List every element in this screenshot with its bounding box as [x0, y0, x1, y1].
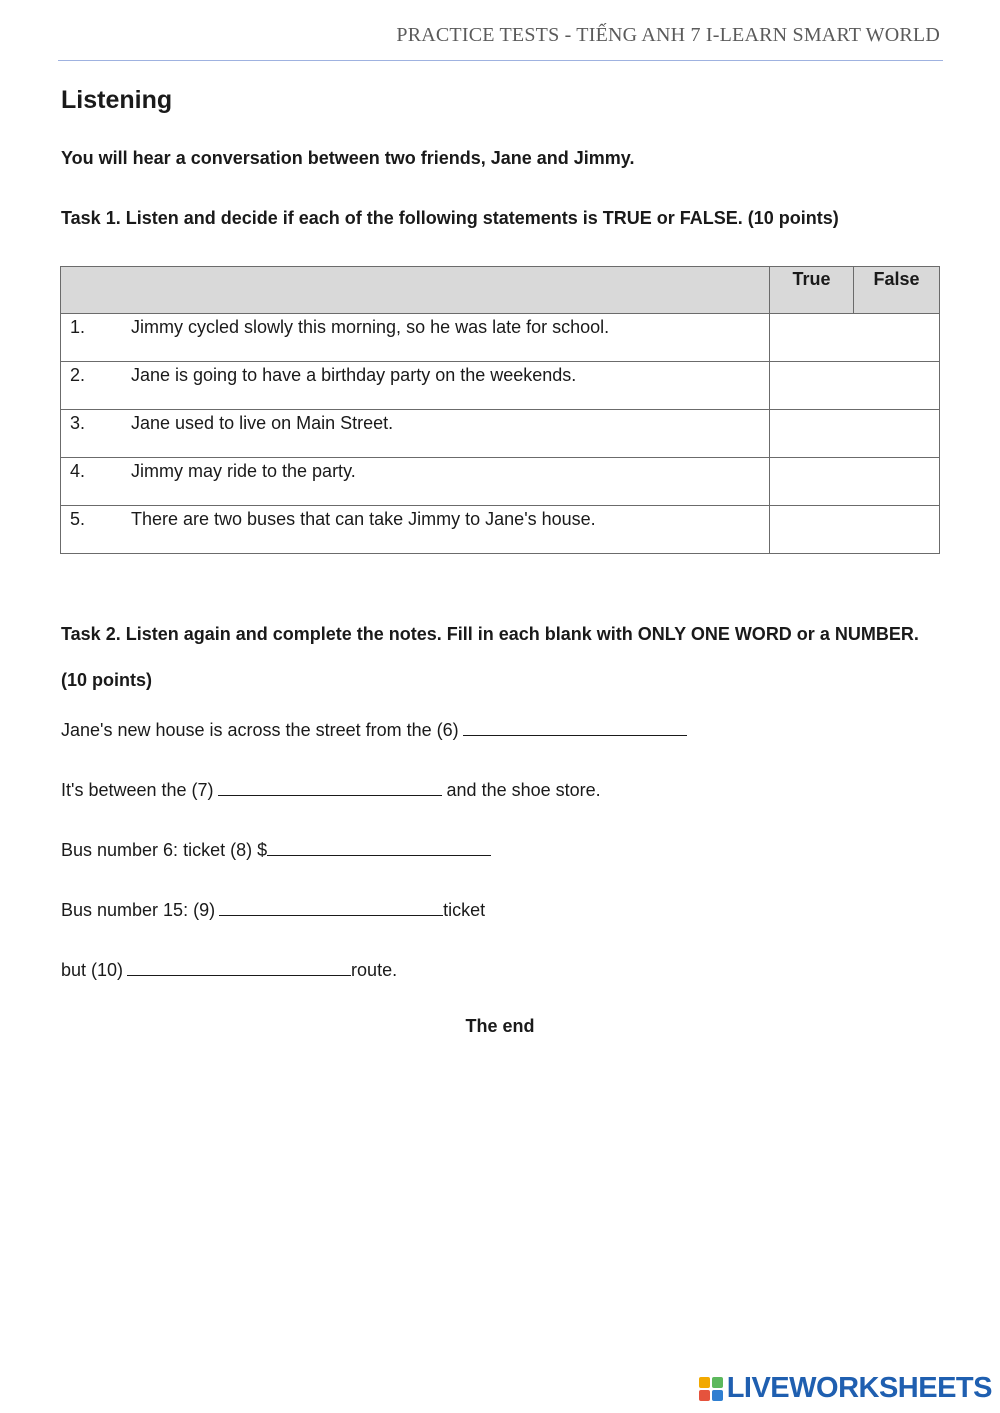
section-title: Listening — [61, 86, 173, 114]
note-text-after: and the shoe store. — [441, 780, 601, 800]
table-row — [61, 410, 940, 458]
liveworksheets-logo[interactable] — [699, 1372, 992, 1405]
statement-number: 5. — [70, 509, 86, 529]
answer-cell[interactable] — [770, 458, 940, 506]
true-false-table — [60, 266, 940, 554]
statement-text: There are two buses that can take Jimmy to Jane's house. — [131, 509, 596, 529]
answer-blank-7[interactable] — [218, 777, 442, 796]
logo-text: LIVEWORKSHEETS — [726, 1372, 992, 1404]
header-divider — [58, 60, 943, 61]
answer-blank-8[interactable] — [267, 837, 491, 856]
answer-cell[interactable] — [770, 362, 940, 410]
logo-square — [699, 1377, 710, 1388]
note-line-10 — [61, 957, 397, 981]
statement-number: 1. — [70, 317, 86, 337]
task1-title: Task 1. Listen and decide if each of the following statements is TRUE or FALSE. (10 points) — [61, 208, 839, 228]
note-text: Bus number 6: ticket (8) $ — [61, 840, 268, 860]
note-text: Bus number 15: (9) — [61, 900, 216, 920]
table-row — [61, 362, 940, 410]
statement-text: Jimmy cycled slowly this morning, so he was late for school. — [131, 317, 610, 337]
page-header: PRACTICE TESTS - TIẾNG ANH 7 I-LEARN SMART WORLD — [396, 24, 940, 46]
intro-text: You will hear a conversation between two friends, Jane and Jimmy. — [61, 148, 635, 168]
answer-cell[interactable] — [770, 410, 940, 458]
answer-cell[interactable] — [770, 506, 940, 554]
false-column-header: False — [854, 267, 940, 314]
statement-number: 2. — [70, 365, 86, 385]
statement-text: Jane is going to have a birthday party on the weekends. — [131, 365, 577, 385]
answer-cell[interactable] — [770, 314, 940, 362]
table-header-row — [61, 267, 940, 314]
logo-square — [699, 1390, 710, 1401]
statement-cell — [61, 362, 770, 410]
note-text: but (10) — [61, 960, 124, 980]
end-text: The end — [465, 1016, 535, 1036]
statement-cell — [61, 314, 770, 362]
statement-cell — [61, 506, 770, 554]
note-text: It's between the (7) — [61, 780, 214, 800]
answer-blank-9[interactable] — [219, 897, 443, 916]
logo-mark-icon — [699, 1377, 723, 1401]
statement-number: 3. — [70, 413, 86, 433]
statement-cell — [61, 410, 770, 458]
answer-blank-10[interactable] — [127, 957, 351, 976]
note-text: Jane's new house is across the street from the (6) — [61, 720, 459, 740]
note-line-9 — [61, 897, 485, 921]
table-row — [61, 506, 940, 554]
note-line-7 — [61, 777, 601, 801]
answer-blank-6[interactable] — [463, 717, 687, 736]
note-text-after: ticket — [443, 900, 486, 920]
note-text-after: route. — [351, 960, 398, 980]
statement-text: Jimmy may ride to the party. — [131, 461, 356, 481]
true-column-header: True — [770, 267, 854, 314]
statement-number: 4. — [70, 461, 86, 481]
note-line-8 — [61, 837, 491, 861]
table-row — [61, 314, 940, 362]
note-line-6 — [61, 717, 687, 741]
statement-cell — [61, 458, 770, 506]
table-row — [61, 458, 940, 506]
statement-column-header — [61, 267, 770, 314]
statement-text: Jane used to live on Main Street. — [131, 413, 394, 433]
logo-square — [712, 1377, 723, 1388]
task2-title: Task 2. Listen again and complete the notes. Fill in each blank with ONLY ONE WORD or a NUMBER. (10 points) — [61, 624, 919, 690]
logo-square — [712, 1390, 723, 1401]
